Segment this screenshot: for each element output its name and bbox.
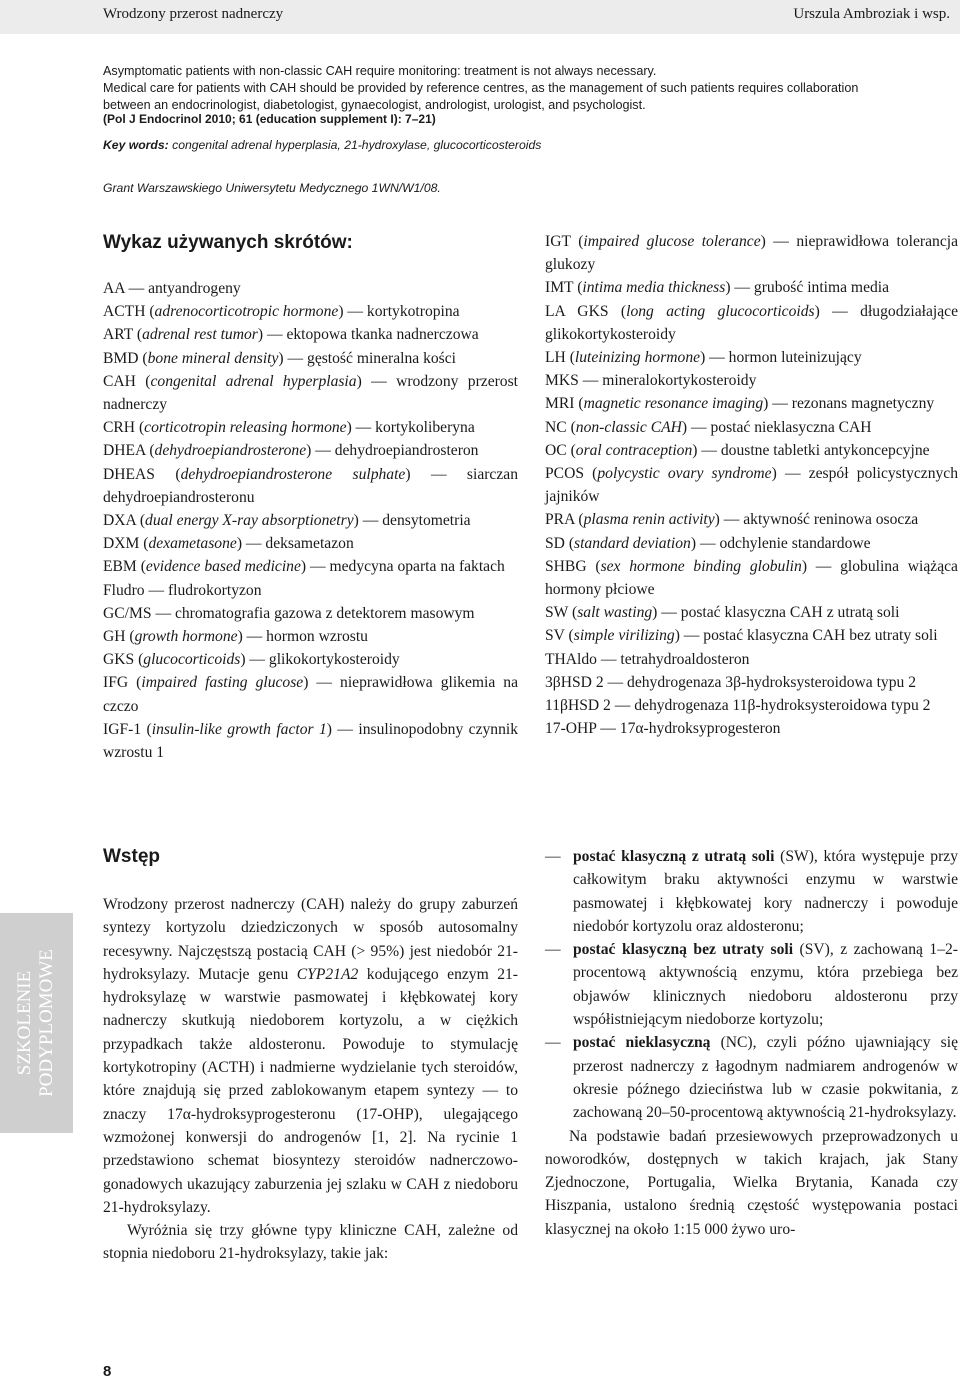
abbreviation-definition: kortykotropina	[366, 303, 460, 321]
section-side-label	[14, 949, 58, 1097]
abbreviation-term: dual energy X-ray absorptionetry	[145, 512, 354, 530]
abbreviation-term: simple virilizing	[573, 627, 675, 645]
clinical-type-item	[545, 938, 958, 1031]
grant-note: Grant Warszawskiego Uniwersytetu Medycznego 1WN/W1/08.	[103, 181, 441, 195]
abbreviation-entry: 11βHSD 2 — dehydrogenaza 11β-hydroksysteroidowa typu 2	[545, 697, 931, 715]
abbreviation-entry: 3βHSD 2 — dehydrogenaza 3β-hydroksysteroidowa typu 2	[545, 673, 916, 691]
abbreviation-entry: CRH (corticotropin releasing hormone) — kortykoliberyna	[103, 419, 475, 437]
abbreviation-code: IMT	[545, 279, 574, 297]
abbreviation-term: dexametasone	[148, 535, 237, 553]
abbreviation-code: GKS	[103, 651, 135, 669]
abbreviation-definition: długodziałające glikokortykosteroidy	[545, 302, 959, 343]
clinical-type-item	[545, 845, 958, 938]
abbreviations-heading: Wykaz używanych skrótów:	[103, 232, 353, 253]
abbreviation-term: salt wasting	[577, 604, 653, 622]
intro-text	[103, 893, 518, 1266]
abbreviation-entry: ART (adrenal rest tumor) — ektopowa tkanka nadnerczowa	[103, 326, 479, 344]
abbreviation-code: GC/MS	[103, 604, 152, 622]
abbreviation-code: EBM	[103, 558, 137, 576]
abbreviation-definition: nieprawidłowa tolerancja glukozy	[545, 233, 958, 274]
abstract-line-2: Medical care for patients with CAH should be provided by reference centres, as the management of such patients requires collaboration	[103, 81, 859, 95]
abbreviation-term: dehydroepiandrosterone sulphate	[180, 465, 406, 483]
abbreviation-code: DHEAS	[103, 465, 155, 483]
abbreviation-entry: DHEAS (dehydroepiandrosterone sulphate) — siarczan dehydroepiandrosteronu	[103, 465, 518, 506]
list-dash: —	[545, 941, 561, 959]
abbreviation-code: SW	[545, 604, 569, 622]
abbreviation-definition: deksametazon	[265, 535, 354, 553]
abbreviation-entry: IGF-1 (insulin-like growth factor 1) — insulinopodobny czynnik wzrostu 1	[103, 720, 519, 762]
abbreviation-code: MRI	[545, 395, 575, 413]
abbreviation-code: SHBG	[545, 557, 587, 575]
abbreviation-code: GH	[103, 628, 126, 646]
abbreviation-definition: dehydrogenaza 3β-hydroksysteroidowa typu 2	[627, 673, 916, 691]
header-right-authors: Urszula Ambroziak i wsp.	[793, 6, 950, 22]
abbreviation-code: ART	[103, 326, 133, 344]
section-side-tab	[0, 913, 73, 1133]
abbreviation-code: OC	[545, 441, 567, 459]
abbreviation-code: IGF-1	[103, 720, 142, 738]
keywords	[103, 138, 541, 152]
abbreviation-code: SD	[545, 534, 565, 552]
abbreviations-left-column	[103, 277, 518, 764]
abbreviation-entry: IGT (impaired glucose tolerance) — nieprawidłowa tolerancja glukozy	[545, 233, 958, 274]
abbreviation-entry: SV (simple virilizing) — postać klasyczna CAH bez utraty soli	[545, 627, 938, 645]
abstract-line-3: between an endocrinologist, diabetologist, gynaecologist, andrologist, urologist, and psychologist.	[103, 98, 646, 112]
abbreviation-term: intima media thickness	[582, 279, 726, 297]
abbreviation-code: THAldo	[545, 650, 597, 668]
abbreviation-term: plasma renin activity	[583, 511, 715, 529]
abbreviation-code: DXM	[103, 535, 140, 553]
abbreviation-term: magnetic resonance imaging	[583, 395, 764, 413]
abbreviation-term: adrenocorticotropic hormone	[154, 303, 339, 321]
abstract-line-1: Asymptomatic patients with non-classic CAH require monitoring: treatment is not always necessary.	[103, 64, 657, 78]
abbreviation-entry: SD (standard deviation) — odchylenie standardowe	[545, 534, 871, 552]
clinical-type-name: postać nieklasyczną	[573, 1034, 711, 1052]
abbreviation-entry: SW (salt wasting) — postać klasyczna CAH z utratą soli	[545, 604, 900, 622]
abbreviation-entry: GC/MS — chromatografia gazowa z detektorem masowym	[103, 604, 475, 622]
abbreviation-entry: PCOS (polycystic ovary syndrome) — zespół policystycznych jajników	[545, 465, 959, 506]
abbreviation-entry: MKS — mineralokortykosteroidy	[545, 372, 757, 390]
abbreviation-entry: DXM (dexametasone) — deksametazon	[103, 535, 354, 553]
abbreviation-code: SV	[545, 627, 565, 645]
abbreviation-code: AA	[103, 280, 125, 297]
abbreviation-definition: chromatografia gazowa z detektorem masowym	[174, 604, 475, 622]
abbreviation-code: 3βHSD 2	[545, 673, 604, 691]
abbreviation-term: evidence based medicine	[145, 558, 301, 576]
abbreviation-definition: fludrokortyzon	[167, 581, 262, 599]
abbreviation-code: PRA	[545, 511, 575, 529]
abbreviation-entry: PRA (plasma renin activity) — aktywność reninowa osocza	[545, 511, 919, 529]
abbreviation-term: oral contraception	[575, 441, 693, 459]
clinical-types-list	[545, 845, 958, 1125]
abbreviation-term: long acting glucocorticoids	[626, 302, 815, 320]
abbreviation-definition: gęstość mineralna kości	[307, 349, 456, 367]
abbreviation-code: 11βHSD 2	[545, 697, 611, 715]
intro-paragraph-2: Wyróżnia się trzy główne typy kliniczne CAH, zależne od stopnia niedoboru 21-hydroksylazy, takie jak:	[103, 1222, 518, 1263]
abbreviation-term: congenital adrenal hyperplasia	[150, 372, 357, 390]
abbreviation-entry: LA GKS (long acting glucocorticoids) — długodziałające glikokortykosteroidy	[545, 302, 959, 343]
abbreviation-definition: doustne tabletki antykoncepcyjne	[720, 441, 930, 459]
abbreviation-entry: CAH (congenital adrenal hyperplasia) — wrodzony przerost nadnerczy	[103, 372, 519, 414]
abbreviation-definition: insulinopodobny czynnik wzrostu 1	[103, 720, 519, 762]
clinical-type-name: postać klasyczną bez utraty soli	[573, 941, 794, 959]
abbreviation-definition: aktywność reninowa osocza	[743, 511, 919, 529]
abbreviation-entry: THAldo — tetrahydroaldosteron	[545, 650, 750, 668]
running-header	[0, 0, 960, 34]
abbreviation-definition: 17α-hydroksyprogesteron	[619, 720, 781, 738]
abbreviation-definition: tetrahydroaldosteron	[620, 650, 750, 668]
abbreviation-entry: BMD (bone mineral density) — gęstość mineralna kości	[103, 349, 456, 367]
abbreviation-code: ACTH	[103, 303, 146, 321]
screening-paragraph: Na podstawie badań przesiewowych przeprowadzonych u noworodków, dostępnych w takich krajach, jak Stany Zjednoczone, Portugalia, Wielka Brytania, Kanada czy Hiszpania, ustalono średnią częstość występowania postaci klasycznej na około 1:15 000 żywo uro-	[545, 1127, 958, 1238]
abbreviation-definition: kortykoliberyna	[375, 419, 475, 437]
abstract-text	[103, 63, 958, 114]
keywords-text: congenital adrenal hyperplasia, 21-hydroxylase, glucocorticosteroids	[172, 138, 542, 152]
abbreviation-definition: antyandrogeny	[148, 280, 241, 297]
abbreviation-definition: ektopowa tkanka nadnerczowa	[286, 326, 479, 344]
abbreviation-code: Fludro	[103, 581, 145, 599]
list-dash: —	[545, 1034, 561, 1052]
abbreviation-term: impaired glucose tolerance	[583, 233, 761, 250]
abbreviation-definition: hormon luteinizujący	[728, 349, 862, 367]
header-left-title: Wrodzony przerost nadnerczy	[103, 6, 284, 22]
abbreviation-definition: zespół policystycznych jajników	[545, 465, 959, 506]
abbreviation-definition: dehydroepiandrosteron	[334, 442, 479, 460]
abbreviation-code: DXA	[103, 512, 136, 530]
intro-heading: Wstęp	[103, 846, 160, 867]
list-dash: —	[545, 848, 561, 865]
abbreviation-definition: odchylenie standardowe	[719, 534, 871, 552]
abbreviation-term: dehydroepiandrosterone	[154, 442, 307, 460]
abbreviation-entry: SHBG (sex hormone binding globulin) — globulina wiążąca hormony płciowe	[545, 557, 958, 599]
abbreviation-entry: MRI (magnetic resonance imaging) — rezonans magnetyczny	[545, 395, 935, 413]
abbreviation-definition: nieprawidłowa glikemia na czczo	[103, 674, 519, 715]
abbreviation-term: sex hormone binding globulin	[600, 557, 802, 575]
abbreviation-code: 17-OHP	[545, 720, 597, 738]
abbreviation-entry: Fludro — fludrokortyzon	[103, 581, 262, 599]
abbreviation-entry: OC (oral contraception) — doustne tabletki antykoncepcyjne	[545, 441, 930, 459]
abbreviation-code: PCOS	[545, 465, 585, 483]
abbreviation-definition: glikokortykosteroidy	[268, 651, 400, 669]
abbreviation-term: non-classic CAH	[575, 418, 682, 436]
abbreviation-entry: IFG (impaired fasting glucose) — nieprawidłowa glikemia na czczo	[103, 674, 519, 715]
abbreviation-term: corticotropin releasing hormone	[144, 419, 347, 437]
abbreviation-entry: DHEA (dehydroepiandrosterone) — dehydroepiandrosteron	[103, 442, 479, 460]
abbreviation-term: glucocorticoids	[143, 651, 241, 669]
abbreviation-code: CRH	[103, 419, 136, 437]
abbreviation-definition: hormon wzrostu	[266, 628, 368, 646]
clinical-type-item	[545, 1031, 958, 1124]
abbreviation-entry: DXA (dual energy X-ray absorptionetry) — densytometria	[103, 512, 471, 530]
abbreviation-entry: 17-OHP — 17α-hydroksyprogesteron	[545, 720, 781, 738]
intro-paragraph-1: Wrodzony przerost nadnerczy (CAH) należy do grupy zaburzeń syntezy kortyzolu dziedziczonych w sposób autosomalny recesywny. Najczęstszą postacią CAH (> 95%) jest niedobór 21-hydroksylazy. Mutacje genu CYP21A2 kodującego enzym 21-hydroksylazę w warstwie pasmowatej i kłębkowatej kory nadnerczy skutkują niedoborem kortyzolu, a w ciężkich przypadkach także aldosteronu. Powoduje to stymulację kortykotropiny (ACTH) i nadmierne wydzielanie tych steroidów, które znajdują się przed zablokowanym etapem syntezy — to znaczy 17α-hydroksyprogesteronu (17-OHP), ulegającego wzmożonej konwersji do androgenów [1, 2]. Na rycinie 1 przedstawiono schemat biosyntezy steroidów nadnerczowo-gonadowych ukazujący zaburzenia jej szlaku w CAH z niedoboru 21-hydroksylazy.	[103, 896, 518, 1216]
clinical-type-name: postać klasyczną z utratą soli	[573, 848, 775, 865]
abbreviation-code: DHEA	[103, 442, 146, 460]
abbreviation-code: LH	[545, 349, 566, 367]
abbreviation-entry: IMT (intima media thickness) — grubość intima media	[545, 279, 890, 297]
abbreviation-definition: medycyna oparta na faktach	[329, 558, 505, 576]
abbreviation-definition: mineralokortykosteroidy	[602, 372, 757, 390]
keywords-label: Key words:	[103, 138, 169, 152]
clinical-type-description: (NC), czyli późno ujawniający się przerost nadnerczy z łagodnym nadmiarem androgenów w okresie późnego dzieciństwa lub w czasie pokwitania, z zachowaną 20–50-procentową aktywnością 21-hydroksylazy.	[573, 1034, 958, 1122]
side-label-line-2: PODYPLOMOWE	[36, 949, 57, 1097]
abbreviation-term: growth hormone	[134, 628, 238, 646]
gene-name: CYP21A2	[296, 965, 359, 983]
abbreviation-entry: GH (growth hormone) — hormon wzrostu	[103, 628, 368, 646]
abbreviation-entry: LH (luteinizing hormone) — hormon luteinizujący	[545, 349, 862, 367]
clinical-type-description: (SW), która występuje przy całkowitym braku aktywności enzymu w warstwie pasmowatej i kłębkowatej kory nadnerczy i powoduje niedobór kortyzolu oraz aldosteronu;	[573, 848, 959, 935]
abbreviation-definition: postać klasyczna CAH bez utraty soli	[703, 627, 938, 645]
clinical-types-column	[545, 845, 958, 1241]
abbreviation-definition: densytometria	[382, 512, 471, 530]
abbreviation-code: BMD	[103, 349, 139, 367]
clinical-type-description: (SV), z zachowaną 1–2-procentową aktywnością enzymu, która przebiega bez objawów klinicznych niedoboru aldosteronu przy współistniejącym niedoborze kortyzolu;	[573, 941, 958, 1029]
abbreviation-entry: AA — antyandrogeny	[103, 280, 241, 297]
abbreviation-term: luteinizing hormone	[574, 349, 701, 367]
abbreviation-entry: NC (non-classic CAH) — postać nieklasyczna CAH	[545, 418, 872, 436]
abbreviation-entry: EBM (evidence based medicine) — medycyna oparta na faktach	[103, 558, 505, 576]
abbreviation-code: CAH	[103, 372, 136, 390]
abbreviation-code: IFG	[103, 674, 129, 692]
citation: (Pol J Endocrinol 2010; 61 (education supplement I): 7–21)	[103, 112, 436, 126]
side-label-line-1: SZKOLENIE	[14, 970, 35, 1076]
abbreviation-code: LA GKS	[545, 302, 609, 320]
abbreviation-definition: globulina wiążąca hormony płciowe	[545, 557, 958, 599]
abbreviation-code: NC	[545, 418, 567, 436]
abbreviation-definition: postać nieklasyczna CAH	[710, 418, 872, 436]
abbreviation-definition: wrodzony przerost nadnerczy	[103, 372, 519, 414]
abbreviation-definition: dehydrogenaza 11β-hydroksysteroidowa typu 2	[634, 697, 931, 715]
abbreviations-right-column	[545, 230, 958, 740]
abbreviation-definition: rezonans magnetyczny	[791, 395, 935, 413]
abbreviation-term: impaired fasting glucose	[141, 674, 304, 692]
abbreviation-entry: GKS (glucocorticoids) — glikokortykosteroidy	[103, 651, 400, 669]
page-number: 8	[103, 1363, 112, 1380]
abbreviation-definition: siarczan dehydroepiandrosteronu	[103, 465, 518, 506]
abbreviation-code: IGT	[545, 233, 571, 250]
abbreviation-term: standard deviation	[574, 534, 691, 552]
abbreviation-term: polycystic ovary syndrome	[597, 465, 772, 483]
abbreviation-entry: ACTH (adrenocorticotropic hormone) — kortykotropina	[103, 303, 460, 321]
abbreviation-term: bone mineral density	[147, 349, 279, 367]
abbreviation-term: adrenal rest tumor	[142, 326, 258, 344]
abbreviation-definition: postać klasyczna CAH z utratą soli	[680, 604, 900, 622]
abbreviation-definition: grubość intima media	[753, 279, 890, 297]
abbreviation-term: insulin-like growth factor 1	[151, 720, 327, 738]
abbreviation-code: MKS	[545, 372, 579, 390]
